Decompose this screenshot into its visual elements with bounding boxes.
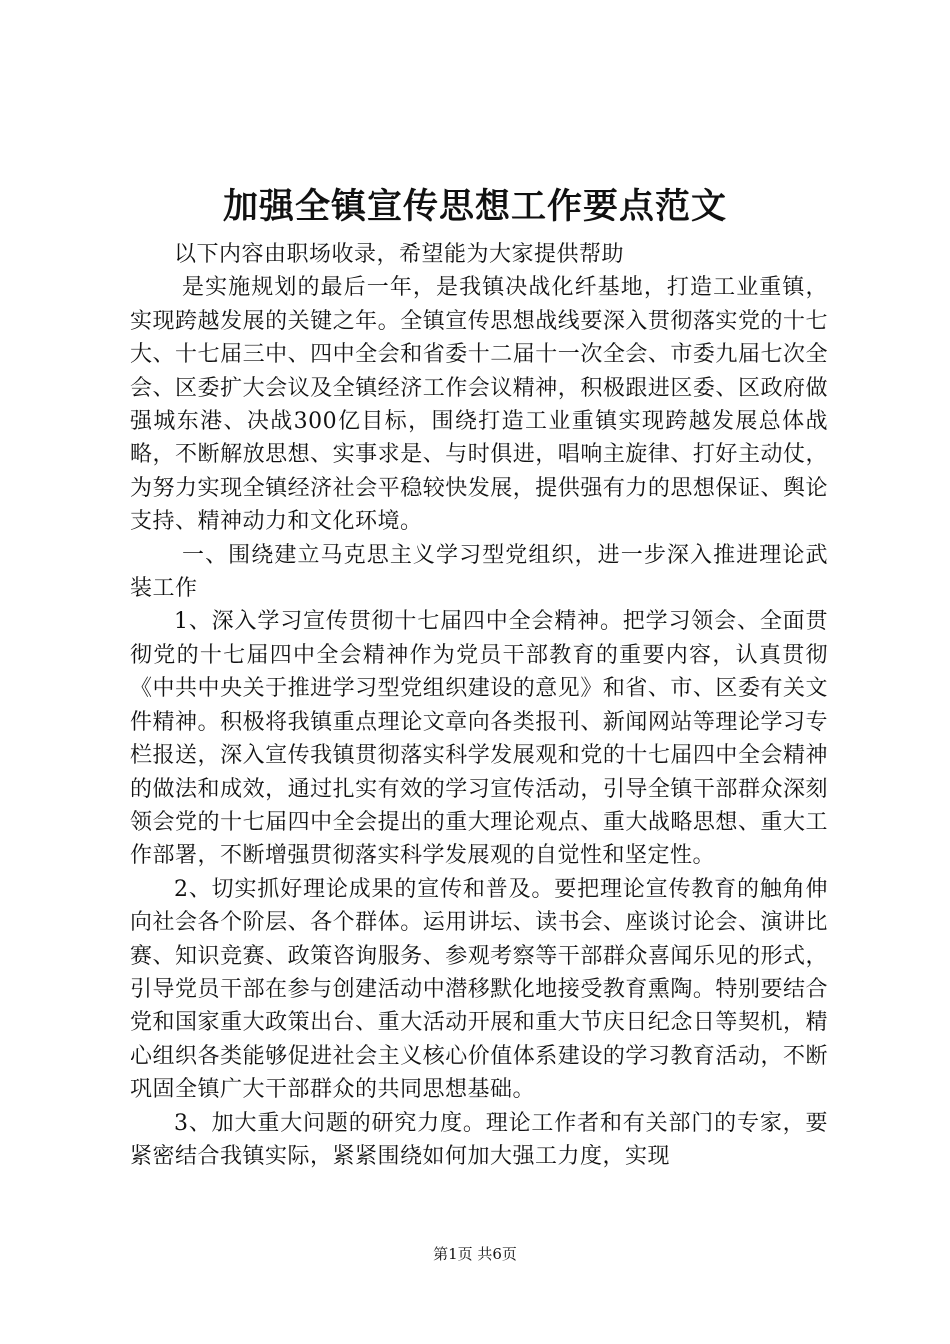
- body-paragraph: 2、切实抓好理论成果的宣传和普及。要把理论宣传教育的触角伸向社会各个阶层、各个群体。运用讲坛、读书会、座谈讨论会、演讲比赛、知识竞赛、政策咨询服务、参观考察等干部群众喜闻乐见的形式，引导党员干部在参与创建活动中潜移默化地接受教育熏陶。特别要结合党和国家重大政策出台、重大活动开展和重大节庆日纪念日等契机，精心组织各类能够促进社会主义核心价值体系建设的学习教育活动，不断巩固全镇广大干部群众的共同思想基础。: [130, 876, 828, 1103]
- document-title: 加强全镇宣传思想工作要点范文: [222, 186, 727, 227]
- page-number-footer: 第1页 共6页: [433, 1245, 517, 1263]
- body-paragraph: 3、加大重大问题的研究力度。理论工作者和有关部门的专家，要紧密结合我镇实际，紧紧围绕如何加大强工力度，实现: [130, 1110, 828, 1169]
- body-paragraph: 是实施规划的最后一年，是我镇决战化纤基地，打造工业重镇，实现跨越发展的关键之年。全镇宣传思想战线要深入贯彻落实党的十七大、十七届三中、四中全会和省委十二届十一次全会、市委九届七次全会、区委扩大会议及全镇经济工作会议精神，积极跟进区委、区政府做强城东港、决战300亿目标，围绕打造工业重镇实现跨越发展总体战略，不断解放思想、实事求是、与时俱进，唱响主旋律、打好主动仗，为努力实现全镇经济社会平稳较快发展，提供强有力的思想保证、舆论支持、精神动力和文化环境。: [130, 275, 828, 535]
- body-paragraph: 1、深入学习宣传贯彻十七届四中全会精神。把学习领会、全面贯彻党的十七届四中全会精神作为党员干部教育的重要内容，认真贯彻《中共中央关于推进学习型党组织建设的意见》和省、市、区委有关文件精神。积极将我镇重点理论文章向各类报刊、新闻网站等理论学习专栏报送，深入宣传我镇贯彻落实科学发展观和党的十七届四中全会精神的做法和成效，通过扎实有效的学习宣传活动，引导全镇干部群众深刻领会党的十七届四中全会提出的重大理论观点、重大战略思想、重大工作部署，不断增强贯彻落实科学发展观的自觉性和坚定性。: [130, 609, 828, 869]
- section-heading: 一、围绕建立马克思主义学习型党组织，进一步深入推进理论武装工作: [130, 542, 828, 602]
- intro-paragraph: 以下内容由职场收录，希望能为大家提供帮助: [174, 242, 625, 267]
- document-body: [130, 238, 828, 1173]
